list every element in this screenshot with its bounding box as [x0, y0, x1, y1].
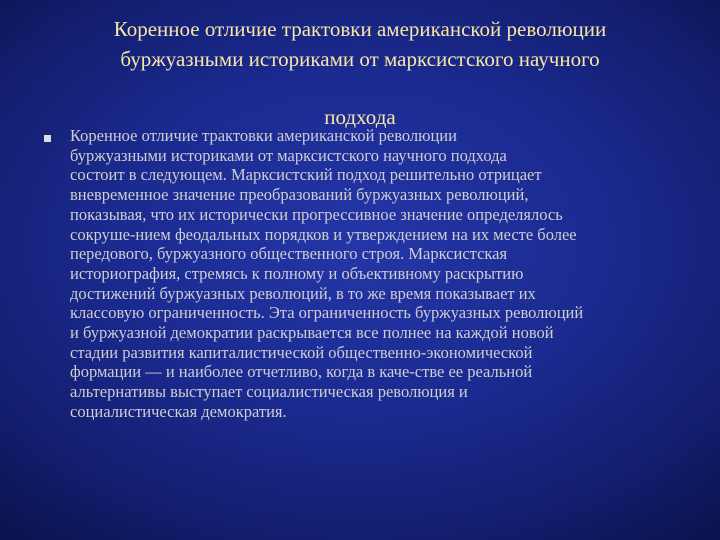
body-line: передового, буржуазного общественного строя. Марксистская — [70, 244, 508, 264]
body-line: достижений буржуазных революций, в то же время показывает их — [70, 283, 536, 303]
body-line: классовую ограниченность. Эта ограниченность буржуазных революций — [70, 303, 584, 323]
body-line: и буржуазной демократии раскрывается все полнее на каждой новой — [70, 323, 554, 343]
body-line: социалистическая демократия. — [70, 401, 287, 421]
slide-title-line-3: подхода — [324, 105, 396, 129]
square-bullet-icon — [44, 135, 51, 142]
body-line: историография, стремясь к полному и объективному раскрытию — [70, 263, 524, 283]
body-line: стадии развития капиталистической общественно-экономической — [70, 342, 533, 362]
body-line: вневременное значение преобразований буржуазных революций, — [70, 185, 529, 205]
slide-body-text — [70, 126, 700, 422]
body-line: показывая, что их исторически прогрессивное значение определялось — [70, 204, 563, 224]
body-line: буржуазными историками от марксистского научного подхода — [70, 145, 507, 165]
slide-title-line-2: буржуазными историками от марксистского научного — [120, 47, 600, 71]
slide-title — [40, 14, 680, 132]
body-line: состоит в следующем. Марксистский подход решительно отрицает — [70, 165, 542, 185]
body-line: сокруше-нием феодальных порядков и утверждением на их месте более — [70, 224, 577, 244]
body-line: формации — и наиболее отчетливо, когда в каче-стве ее реальной — [70, 362, 533, 382]
slide-title-line-1: Коренное отличие трактовки американской революции — [113, 17, 607, 41]
body-line: альтернативы выступает социалистическая революция и — [70, 382, 468, 402]
body-line: Коренное отличие трактовки американской революции — [70, 126, 457, 145]
